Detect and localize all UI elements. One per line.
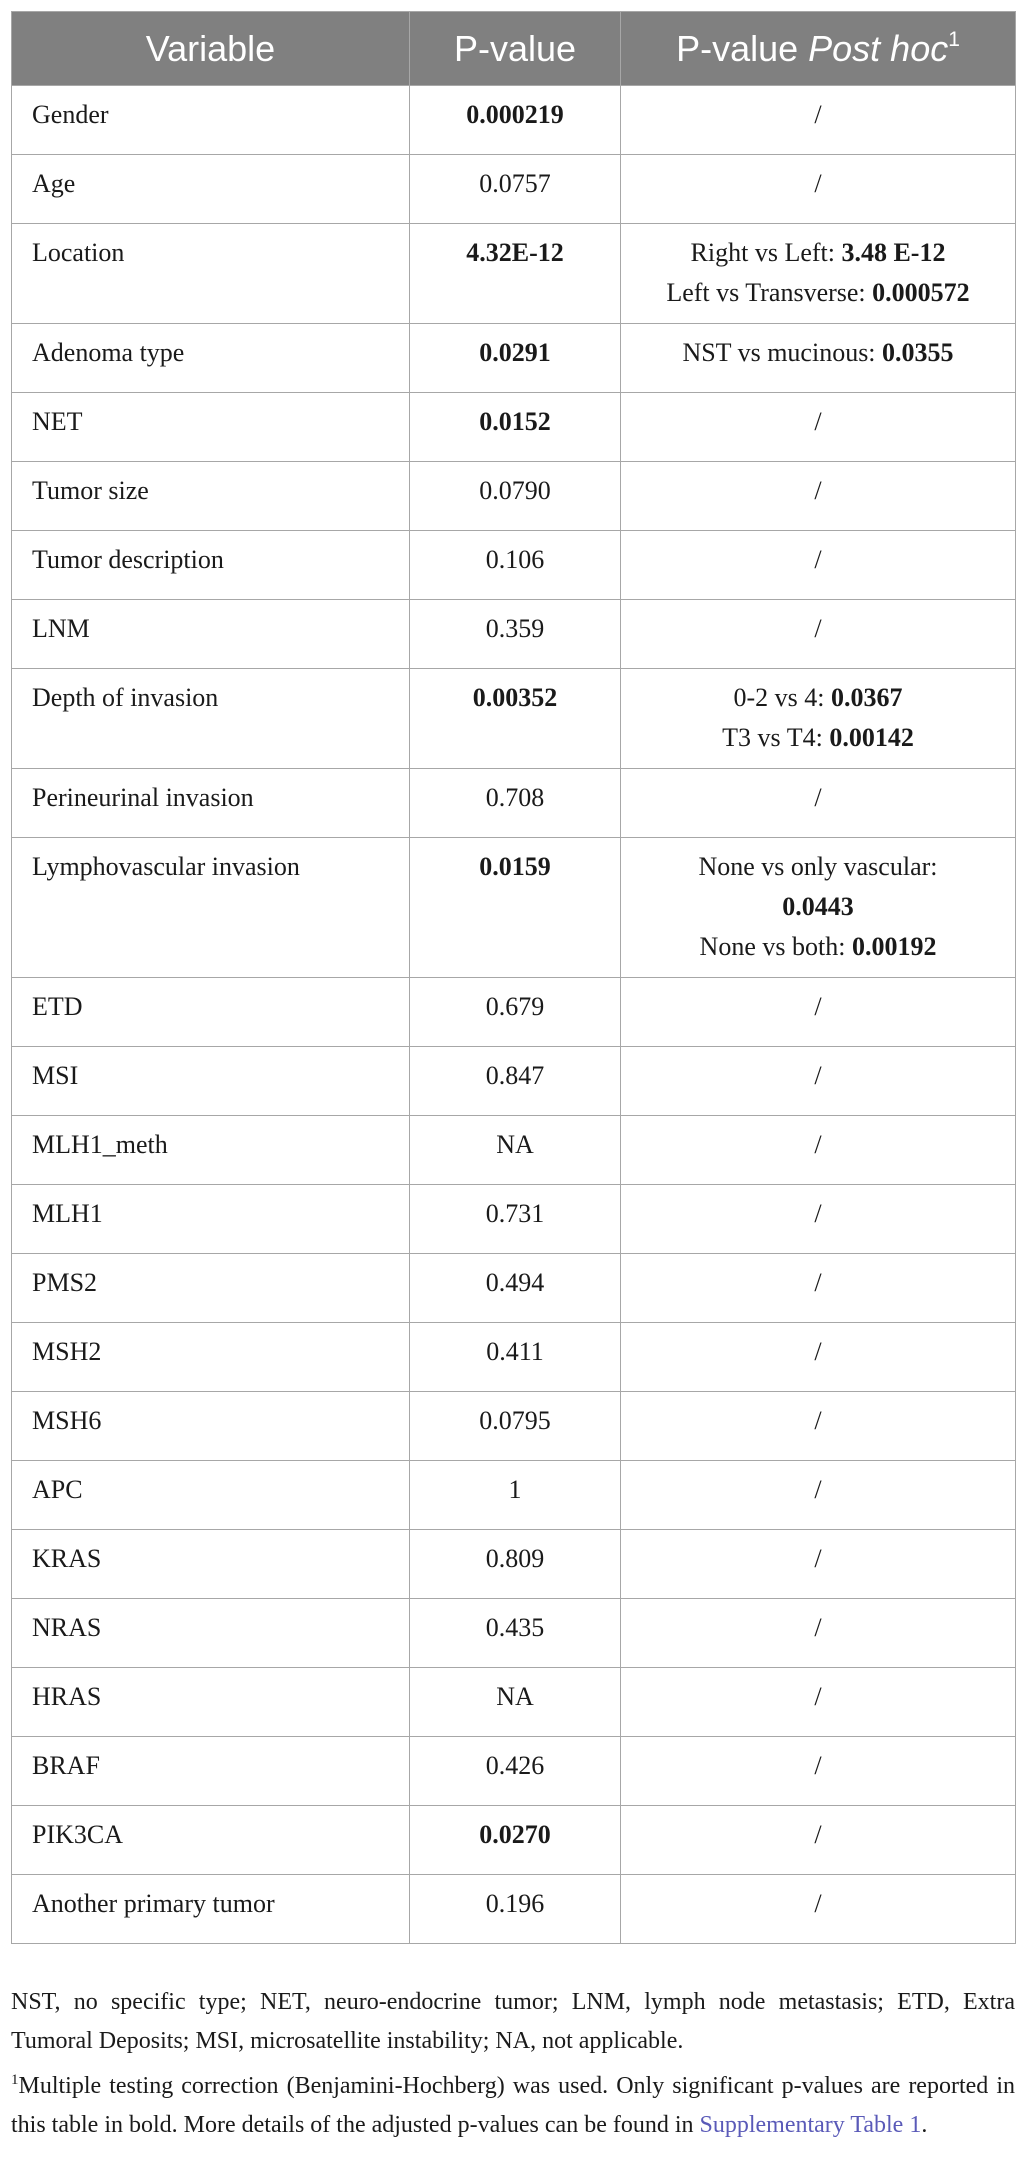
cell-pvalue: 0.0270 (410, 1806, 621, 1875)
cell-pvalue: 0.106 (410, 531, 621, 600)
posthoc-line (641, 887, 995, 927)
cell-variable: NRAS (12, 1599, 410, 1668)
cell-variable: HRAS (12, 1668, 410, 1737)
posthoc-label: / (814, 1613, 822, 1642)
posthoc-value: 0.000572 (872, 278, 970, 307)
table-row (12, 1599, 1016, 1668)
posthoc-label: T3 vs T4: (722, 723, 830, 752)
cell-variable: Adenoma type (12, 324, 410, 393)
posthoc-label: / (814, 1406, 822, 1435)
posthoc-line (641, 678, 995, 718)
cell-pvalue: NA (410, 1668, 621, 1737)
table-row (12, 1461, 1016, 1530)
posthoc-label: / (814, 1268, 822, 1297)
posthoc-line (641, 609, 995, 649)
cell-pvalue: 1 (410, 1461, 621, 1530)
header-variable: Variable (12, 12, 410, 86)
cell-posthoc (621, 531, 1016, 600)
table-row (12, 769, 1016, 838)
cell-variable: Lymphovascular invasion (12, 838, 410, 978)
posthoc-line (641, 718, 995, 758)
cell-pvalue: 0.731 (410, 1185, 621, 1254)
footnote-abbreviations: NST, no specific type; NET, neuro-endocrine tumor; LNM, lymph node metastasis; ETD, Extra Tumoral Deposits; MSI, microsatellite instability; NA, not applicable. (11, 1989, 1015, 2054)
table-row (12, 1668, 1016, 1737)
cell-posthoc (621, 393, 1016, 462)
cell-variable: Tumor description (12, 531, 410, 600)
table-row (12, 1047, 1016, 1116)
cell-posthoc (621, 838, 1016, 978)
table-row (12, 978, 1016, 1047)
posthoc-label: / (814, 1682, 822, 1711)
footnote-marker: 1 (11, 2072, 19, 2088)
cell-pvalue: 0.0291 (410, 324, 621, 393)
cell-variable: MSI (12, 1047, 410, 1116)
cell-pvalue: NA (410, 1116, 621, 1185)
posthoc-label: Left vs Transverse: (666, 278, 873, 307)
cell-variable: NET (12, 393, 410, 462)
posthoc-line (641, 1815, 995, 1855)
cell-variable: Age (12, 155, 410, 224)
cell-posthoc (621, 155, 1016, 224)
cell-pvalue: 0.809 (410, 1530, 621, 1599)
cell-pvalue: 0.0152 (410, 393, 621, 462)
cell-variable: KRAS (12, 1530, 410, 1599)
posthoc-label: / (814, 1337, 822, 1366)
header-posthoc-italic: Post hoc (808, 27, 949, 69)
posthoc-label: None vs both: (699, 932, 852, 961)
posthoc-line (641, 1884, 995, 1924)
cell-variable: PIK3CA (12, 1806, 410, 1875)
table-row (12, 669, 1016, 769)
table-row (12, 1323, 1016, 1392)
posthoc-label: / (814, 1199, 822, 1228)
cell-posthoc (621, 1461, 1016, 1530)
cell-pvalue: 4.32E-12 (410, 224, 621, 324)
cell-variable: Location (12, 224, 410, 324)
cell-pvalue: 0.0790 (410, 462, 621, 531)
posthoc-line (641, 987, 995, 1027)
cell-variable: LNM (12, 600, 410, 669)
posthoc-line (641, 233, 995, 273)
posthoc-line (641, 1677, 995, 1717)
posthoc-line (641, 402, 995, 442)
footnote-correction (11, 2061, 1015, 2145)
cell-posthoc (621, 1047, 1016, 1116)
cell-pvalue: 0.0795 (410, 1392, 621, 1461)
posthoc-label: / (814, 1889, 822, 1918)
posthoc-line (641, 1746, 995, 1786)
cell-variable: APC (12, 1461, 410, 1530)
cell-posthoc (621, 1392, 1016, 1461)
table-row (12, 1392, 1016, 1461)
posthoc-label: / (814, 476, 822, 505)
header-pvalue: P-value (410, 12, 621, 86)
posthoc-value: 3.48 E-12 (841, 238, 946, 267)
cell-posthoc (621, 1599, 1016, 1668)
posthoc-label: / (814, 783, 822, 812)
posthoc-label: / (814, 1061, 822, 1090)
posthoc-label: / (814, 100, 822, 129)
posthoc-line (641, 1194, 995, 1234)
cell-pvalue: 0.435 (410, 1599, 621, 1668)
posthoc-label: None vs only vascular: (698, 852, 938, 881)
cell-posthoc (621, 1323, 1016, 1392)
posthoc-line (641, 1401, 995, 1441)
cell-pvalue: 0.679 (410, 978, 621, 1047)
posthoc-label: NST vs mucinous: (682, 338, 883, 367)
cell-variable: BRAF (12, 1737, 410, 1806)
cell-pvalue: 0.708 (410, 769, 621, 838)
cell-posthoc (621, 978, 1016, 1047)
posthoc-line (641, 540, 995, 580)
posthoc-value: 0.0355 (882, 338, 954, 367)
cell-posthoc (621, 1116, 1016, 1185)
posthoc-line (641, 1263, 995, 1303)
posthoc-label: / (814, 1130, 822, 1159)
posthoc-line (641, 1332, 995, 1372)
table-body (12, 86, 1016, 1944)
cell-posthoc (621, 1185, 1016, 1254)
table-row (12, 393, 1016, 462)
posthoc-label: Right vs Left: (690, 238, 842, 267)
footnote-end: . (921, 2112, 928, 2138)
cell-posthoc (621, 224, 1016, 324)
posthoc-label: / (814, 407, 822, 436)
cell-posthoc (621, 1530, 1016, 1599)
posthoc-label: / (814, 1820, 822, 1849)
cell-variable: PMS2 (12, 1254, 410, 1323)
cell-pvalue: 0.847 (410, 1047, 621, 1116)
posthoc-line (641, 1125, 995, 1165)
posthoc-line (641, 1056, 995, 1096)
table-row (12, 462, 1016, 531)
table-row (12, 1116, 1016, 1185)
cell-variable: Tumor size (12, 462, 410, 531)
posthoc-line (641, 778, 995, 818)
header-posthoc-prefix: P-value (676, 27, 809, 69)
posthoc-line (641, 847, 995, 887)
posthoc-value: 0.0443 (782, 892, 854, 921)
posthoc-label: / (814, 545, 822, 574)
cell-posthoc (621, 86, 1016, 155)
cell-variable: MSH2 (12, 1323, 410, 1392)
posthoc-line (641, 1608, 995, 1648)
table-row (12, 224, 1016, 324)
table-row (12, 1806, 1016, 1875)
table-row (12, 86, 1016, 155)
cell-posthoc (621, 769, 1016, 838)
cell-posthoc (621, 669, 1016, 769)
table-row (12, 1875, 1016, 1944)
cell-posthoc (621, 1806, 1016, 1875)
posthoc-line (641, 1470, 995, 1510)
posthoc-line (641, 95, 995, 135)
cell-pvalue: 0.494 (410, 1254, 621, 1323)
posthoc-value: 0.0367 (831, 683, 903, 712)
table-footnotes (11, 1983, 1015, 2145)
footnote-text: Multiple testing correction (Benjamini-Hochberg) was used. Only significant p-values are reported in this table in bold. More details of the adjusted p-values can be found in (11, 2073, 1015, 2138)
header-posthoc (621, 12, 1016, 86)
cell-posthoc (621, 1668, 1016, 1737)
posthoc-line (641, 471, 995, 511)
table-row (12, 531, 1016, 600)
cell-posthoc (621, 600, 1016, 669)
posthoc-line (641, 333, 995, 373)
cell-variable: ETD (12, 978, 410, 1047)
cell-pvalue: 0.0159 (410, 838, 621, 978)
posthoc-label: / (814, 992, 822, 1021)
cell-variable: MLH1 (12, 1185, 410, 1254)
cell-variable: Another primary tumor (12, 1875, 410, 1944)
cell-pvalue: 0.426 (410, 1737, 621, 1806)
posthoc-line (641, 164, 995, 204)
cell-posthoc (621, 1737, 1016, 1806)
supplementary-table-link[interactable]: Supplementary Table 1 (699, 2112, 922, 2138)
table-row (12, 838, 1016, 978)
cell-pvalue: 0.000219 (410, 86, 621, 155)
table-row (12, 1737, 1016, 1806)
posthoc-line (641, 1539, 995, 1579)
cell-variable: Gender (12, 86, 410, 155)
cell-posthoc (621, 1875, 1016, 1944)
posthoc-line (641, 273, 995, 313)
posthoc-label: / (814, 614, 822, 643)
cell-posthoc (621, 1254, 1016, 1323)
posthoc-label: 0-2 vs 4: (733, 683, 831, 712)
cell-variable: MLH1_meth (12, 1116, 410, 1185)
cell-variable: Depth of invasion (12, 669, 410, 769)
cell-variable: Perineurinal invasion (12, 769, 410, 838)
posthoc-label: / (814, 169, 822, 198)
cell-posthoc (621, 324, 1016, 393)
cell-pvalue: 0.0757 (410, 155, 621, 224)
posthoc-line (641, 927, 995, 967)
cell-posthoc (621, 462, 1016, 531)
table-row (12, 1254, 1016, 1323)
header-posthoc-footnote-marker: 1 (948, 27, 960, 51)
table-row (12, 1185, 1016, 1254)
cell-pvalue: 0.411 (410, 1323, 621, 1392)
table-header (12, 12, 1016, 86)
table-row (12, 155, 1016, 224)
posthoc-label: / (814, 1544, 822, 1573)
cell-variable: MSH6 (12, 1392, 410, 1461)
cell-pvalue: 0.196 (410, 1875, 621, 1944)
posthoc-label: / (814, 1475, 822, 1504)
cell-pvalue: 0.359 (410, 600, 621, 669)
table-row (12, 324, 1016, 393)
table-row (12, 600, 1016, 669)
results-table (11, 11, 1016, 1944)
posthoc-value: 0.00142 (829, 723, 914, 752)
posthoc-label: / (814, 1751, 822, 1780)
cell-pvalue: 0.00352 (410, 669, 621, 769)
posthoc-value: 0.00192 (851, 932, 937, 961)
table-row (12, 1530, 1016, 1599)
